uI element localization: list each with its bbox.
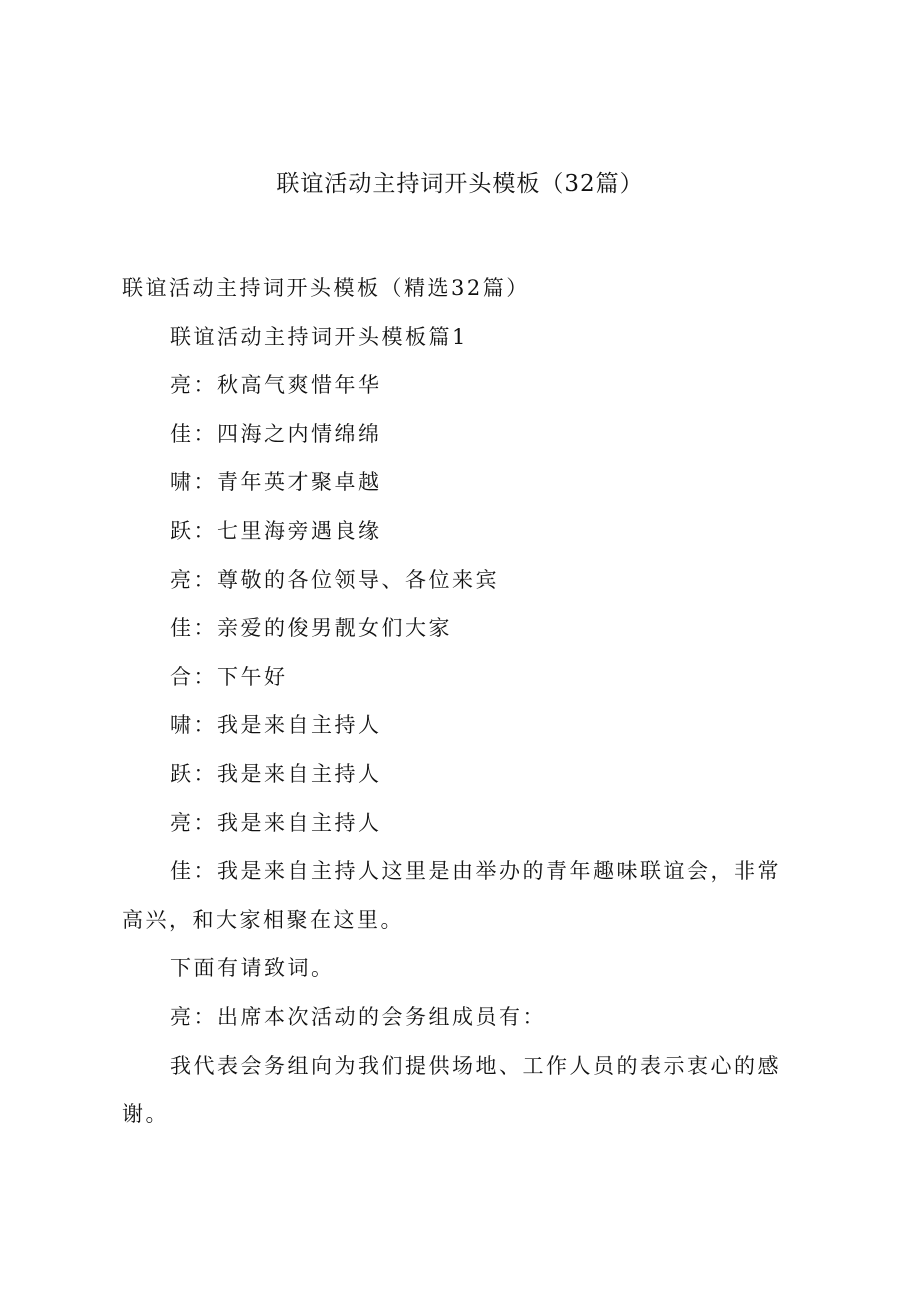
paragraph: 佳：我是来自主持人这里是由举办的青年趣味联谊会，非常高兴，和大家相聚在这里。 [122, 859, 781, 932]
paragraph: 跃：七里海旁遇良缘 [170, 518, 382, 543]
paragraph: 下面有请致词。 [170, 956, 335, 981]
paragraph: 亮：秋高气爽惜年华 [170, 373, 382, 398]
paragraph-section-heading: 联谊活动主持词开头模板篇1 [170, 324, 468, 349]
paragraph: 啸：我是来自主持人 [170, 713, 382, 738]
paragraph: 啸：青年英才聚卓越 [170, 470, 382, 495]
paragraph: 亮：尊敬的各位领导、各位来宾 [170, 567, 499, 592]
document-body [122, 264, 802, 1139]
paragraph: 我代表会务组向为我们提供场地、工作人员的表示衷心的感谢。 [122, 1053, 781, 1127]
document-title: 联谊活动主持词开头模板（32篇） [276, 171, 644, 197]
paragraph: 合：下午好 [170, 664, 288, 689]
paragraph: 亮：我是来自主持人 [170, 810, 382, 835]
paragraph: 佳：亲爱的俊男靓女们大家 [170, 616, 452, 641]
paragraph: 佳：四海之内情绵绵 [170, 421, 382, 446]
paragraph: 亮：出席本次活动的会务组成员有： [170, 1004, 546, 1029]
paragraph: 跃：我是来自主持人 [170, 761, 382, 786]
paragraph-subtitle: 联谊活动主持词开头模板（精选32篇） [122, 276, 530, 300]
